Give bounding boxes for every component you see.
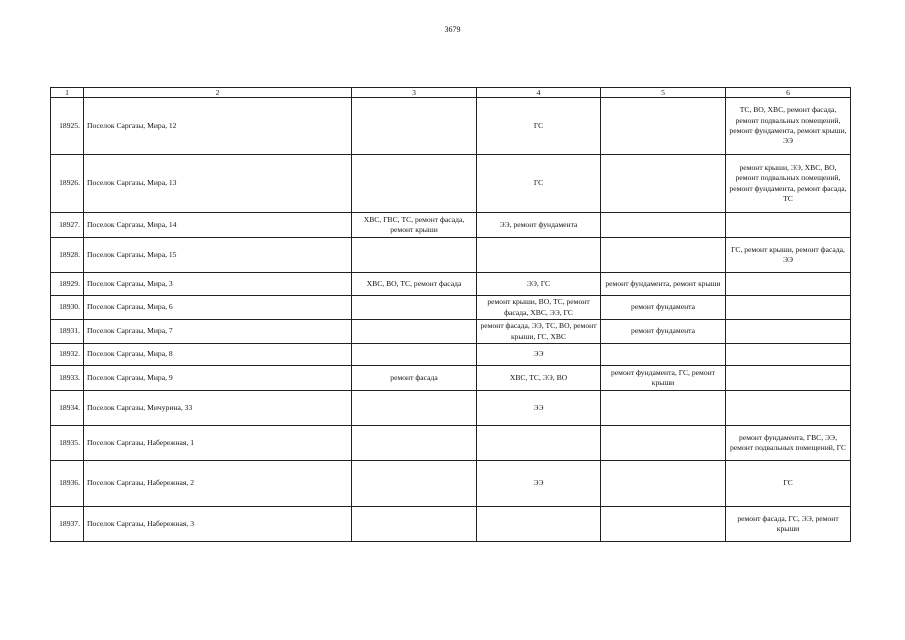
column-5-cell: ремонт фундамента, ремонт крыши — [601, 273, 726, 296]
column-3-cell — [352, 507, 477, 542]
row-number: 18937. — [51, 507, 84, 542]
address-cell: Поселок Саргазы, Мира, 12 — [84, 98, 352, 155]
table-row — [51, 155, 851, 213]
row-number: 18929. — [51, 273, 84, 296]
column-3-cell — [352, 238, 477, 273]
column-6-cell — [726, 320, 851, 344]
column-header: 6 — [726, 88, 851, 98]
column-6-cell — [726, 391, 851, 426]
column-4-cell: ЭЭ — [477, 344, 601, 366]
column-5-cell — [601, 426, 726, 461]
column-5-cell — [601, 238, 726, 273]
row-number: 18927. — [51, 213, 84, 238]
column-5-cell — [601, 155, 726, 213]
table-row — [51, 238, 851, 273]
table-row — [51, 461, 851, 507]
column-3-cell — [352, 155, 477, 213]
column-3-cell: ремонт фасада — [352, 366, 477, 391]
column-4-cell: ЭЭ, ГС — [477, 273, 601, 296]
column-5-cell — [601, 461, 726, 507]
column-5-cell: ремонт фундамента — [601, 320, 726, 344]
column-6-cell: ГС — [726, 461, 851, 507]
column-5-cell — [601, 344, 726, 366]
column-3-cell — [352, 391, 477, 426]
row-number: 18932. — [51, 344, 84, 366]
column-4-cell: ГС — [477, 98, 601, 155]
address-cell: Поселок Саргазы, Мира, 15 — [84, 238, 352, 273]
address-cell: Поселок Саргазы, Мира, 3 — [84, 273, 352, 296]
table-row — [51, 213, 851, 238]
column-5-cell — [601, 213, 726, 238]
table-row — [51, 344, 851, 366]
column-5-cell — [601, 507, 726, 542]
row-number: 18928. — [51, 238, 84, 273]
column-6-cell: ГС, ремонт крыши, ремонт фасада, ЭЭ — [726, 238, 851, 273]
column-4-cell: ЭЭ — [477, 461, 601, 507]
address-cell: Поселок Саргазы, Мира, 13 — [84, 155, 352, 213]
table-row — [51, 426, 851, 461]
table-row — [51, 366, 851, 391]
table-row — [51, 296, 851, 320]
column-5-cell — [601, 98, 726, 155]
address-cell: Поселок Саргазы, Мира, 14 — [84, 213, 352, 238]
column-5-cell: ремонт фундамента, ГС, ремонт крыши — [601, 366, 726, 391]
column-header: 4 — [477, 88, 601, 98]
column-4-cell: ЭЭ, ремонт фундамента — [477, 213, 601, 238]
row-number: 18925. — [51, 98, 84, 155]
table-row — [51, 391, 851, 426]
column-4-cell: ЭЭ — [477, 391, 601, 426]
column-3-cell — [352, 344, 477, 366]
address-cell: Поселок Саргазы, Набережная, 2 — [84, 461, 352, 507]
table-header-row — [51, 88, 851, 98]
column-4-cell — [477, 507, 601, 542]
column-3-cell: ХВС, ВО, ТС, ремонт фасада — [352, 273, 477, 296]
column-6-cell — [726, 366, 851, 391]
row-number: 18935. — [51, 426, 84, 461]
column-3-cell — [352, 296, 477, 320]
column-header: 5 — [601, 88, 726, 98]
address-cell: Поселок Саргазы, Мира, 7 — [84, 320, 352, 344]
table-row — [51, 320, 851, 344]
address-cell: Поселок Саргазы, Мира, 9 — [84, 366, 352, 391]
address-cell: Поселок Саргазы, Набережная, 1 — [84, 426, 352, 461]
row-number: 18934. — [51, 391, 84, 426]
table-row — [51, 98, 851, 155]
column-3-cell: ХВС, ГВС, ТС, ремонт фасада, ремонт крыши — [352, 213, 477, 238]
works-register-table — [50, 87, 851, 542]
row-number: 18933. — [51, 366, 84, 391]
address-cell: Поселок Саргазы, Мичурина, 33 — [84, 391, 352, 426]
column-6-cell — [726, 344, 851, 366]
address-cell: Поселок Саргазы, Мира, 8 — [84, 344, 352, 366]
column-6-cell — [726, 296, 851, 320]
column-4-cell: ГС — [477, 155, 601, 213]
table-row — [51, 273, 851, 296]
column-header: 1 — [51, 88, 84, 98]
row-number: 18930. — [51, 296, 84, 320]
column-3-cell — [352, 98, 477, 155]
column-6-cell: ремонт фасада, ГС, ЭЭ, ремонт крыши — [726, 507, 851, 542]
column-6-cell: ремонт крыши, ЭЭ, ХВС, ВО, ремонт подвальных помещений, ремонт фундамента, ремонт фасада, ТС — [726, 155, 851, 213]
table-row — [51, 507, 851, 542]
column-header: 2 — [84, 88, 352, 98]
column-6-cell — [726, 213, 851, 238]
column-3-cell — [352, 461, 477, 507]
column-6-cell: ТС, ВО, ХВС, ремонт фасада, ремонт подвальных помещений, ремонт фундамента, ремонт крыши, ЭЭ — [726, 98, 851, 155]
page-number: 3679 — [444, 25, 461, 34]
column-4-cell — [477, 238, 601, 273]
column-5-cell: ремонт фундамента — [601, 296, 726, 320]
column-3-cell — [352, 426, 477, 461]
row-number: 18931. — [51, 320, 84, 344]
column-header: 3 — [352, 88, 477, 98]
column-4-cell: ремонт фасада, ЭЭ, ТС, ВО, ремонт крыши, ГС, ХВС — [477, 320, 601, 344]
column-6-cell — [726, 273, 851, 296]
column-4-cell: ремонт крыши, ВО, ТС, ремонт фасада, ХВС, ЭЭ, ГС — [477, 296, 601, 320]
address-cell: Поселок Саргазы, Мира, 6 — [84, 296, 352, 320]
column-4-cell — [477, 426, 601, 461]
column-4-cell: ХВС, ТС, ЭЭ, ВО — [477, 366, 601, 391]
row-number: 18926. — [51, 155, 84, 213]
column-5-cell — [601, 391, 726, 426]
row-number: 18936. — [51, 461, 84, 507]
address-cell: Поселок Саргазы, Набережная, 3 — [84, 507, 352, 542]
column-3-cell — [352, 320, 477, 344]
column-6-cell: ремонт фундамента, ГВС, ЭЭ, ремонт подвальных помещений, ГС — [726, 426, 851, 461]
